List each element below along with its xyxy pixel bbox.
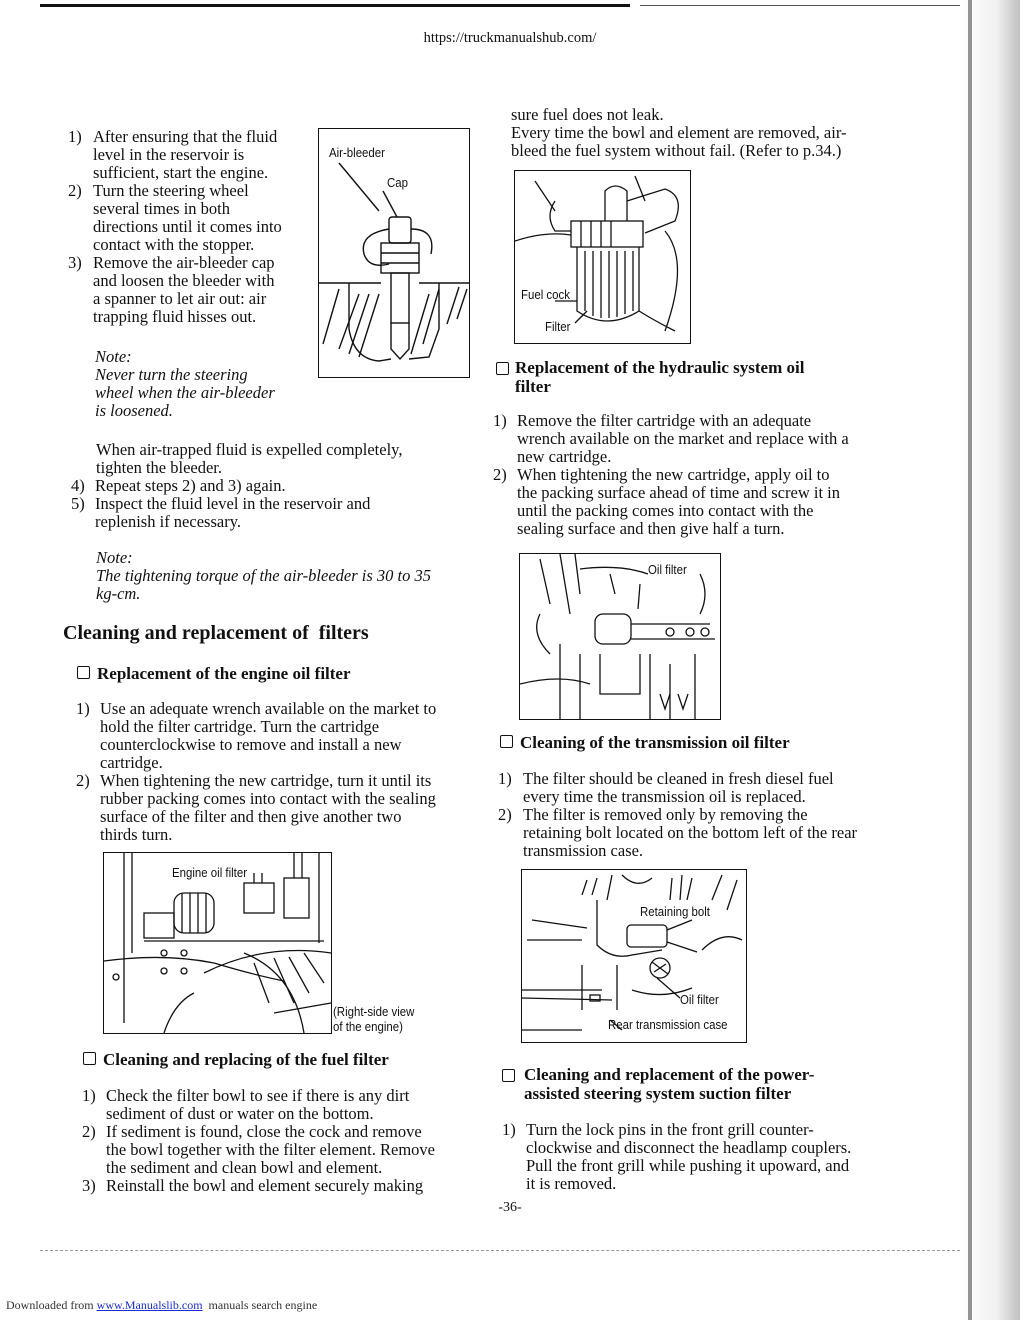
line: When air-trapped fluid is expelled completely, [96,440,403,459]
step-number: 5) [71,494,85,513]
line: wrench available on the market and replace with a [517,429,849,448]
list-item [68,128,318,182]
section-title: Cleaning and replacement of filters [63,622,369,644]
line: level in the reservoir is [93,145,245,164]
heading-hydraulic-oil-filter [496,358,804,396]
line: Inspect the fluid level in the reservoir and [95,494,371,513]
line: thirds turn. [100,825,173,844]
line: Every time the bowl and element are removed, air- [511,123,847,142]
list-item [76,772,496,844]
air-bleeder-drawing [319,129,469,377]
line: The filter should be cleaned in fresh diesel fuel [523,769,834,788]
list-item [71,477,491,495]
transmission-drawing [522,870,746,1042]
label-engine-oil-filter: Engine oil filter [172,865,248,880]
list-item [493,412,913,466]
heading-text: assisted steering system suction filter [524,1084,792,1103]
line: replenish if necessary. [95,512,241,531]
page-number: -36- [498,1200,522,1215]
heading-text: Replacement of the hydraulic system oil [515,358,805,377]
line: After ensuring that the fluid [93,127,278,146]
steps-hydraulic [493,412,913,538]
line: trapping fluid hisses out. [93,307,257,326]
line: contact with the stopper. [93,235,255,254]
line: transmission case. [523,841,644,860]
note-line: kg-cm. [96,584,141,603]
line: clockwise and disconnect the headlamp couplers. [526,1138,852,1157]
footer [6,1298,317,1313]
list-item [502,1121,922,1193]
checkbox-icon [77,666,90,679]
line: and loosen the bleeder with [93,271,275,290]
label-retaining-bolt: Retaining bolt [640,904,710,919]
line: bleed the fuel system without fail. (Refer to p.34.) [511,141,842,160]
step-number: 1) [82,1086,96,1105]
line: Reinstall the bowl and element securely making [106,1176,424,1195]
step-number: 2) [68,181,82,200]
figure-transmission-oil-filter [521,869,747,1043]
line: cartridge. [100,753,163,772]
heading-transmission-oil-filter [500,733,790,753]
footer-prefix: Downloaded from [6,1298,97,1312]
heading-power-steering-filter [502,1065,814,1103]
line: Use an adequate wrench available on the market to [100,699,437,718]
line: retaining bolt located on the bottom left of the rear [523,823,858,842]
note-line: is loosened. [95,401,173,420]
label-rear-transmission-case: Rear transmission case [608,1017,728,1032]
after-note-text [96,441,496,477]
label-fuel-cock: Fuel cock [521,287,570,302]
line: the bowl together with the filter element. Remove [106,1140,435,1159]
note-1 [95,348,325,420]
steps-power-steering [502,1121,922,1193]
line: Repeat steps 2) and 3) again. [95,476,286,495]
list-item [68,182,318,254]
line: The filter is removed only by removing the [523,805,808,824]
step-number: 2) [76,771,90,790]
label-oil-filter: Oil filter [648,562,687,577]
steps-airbleed-cont [71,477,491,531]
top-rule [40,4,630,7]
note-2 [96,549,496,603]
note-line: The tightening torque of the air-bleeder is 30 to 35 [96,566,431,585]
line: the packing surface ahead of time and screw it in [517,483,840,502]
footer-link[interactable]: www.Manualslib.com [96,1298,203,1312]
list-item [82,1177,502,1195]
step-number: 1) [68,127,82,146]
heading-fuel-filter [83,1050,389,1070]
hydraulic-drawing [520,554,720,719]
line: new cartridge. [517,447,612,466]
line: Turn the lock pins in the front grill counter- [526,1120,814,1139]
caption-line: of the engine) [333,1019,403,1034]
list-item [498,770,918,806]
checkbox-icon [496,362,509,375]
list-item [82,1123,502,1177]
note-line: wheel when the air-bleeder [95,383,275,402]
step-number: 2) [498,805,512,824]
line: Check the filter bowl to see if there is any dirt [106,1086,410,1105]
line: directions until it comes into [93,217,282,236]
engine-figure-caption [333,1004,414,1034]
top-rule-thin [640,5,960,6]
label-oil-filter: Oil filter [680,992,719,1007]
line: sure fuel does not leak. [511,105,664,124]
label-air-bleeder: Air-bleeder [329,145,385,160]
steps-airbleed [68,128,318,326]
line: it is removed. [526,1174,617,1193]
checkbox-icon [83,1052,96,1065]
list-item [82,1087,502,1123]
line: tighten the bleeder. [96,458,222,477]
steps-transmission [498,770,918,860]
line: If sediment is found, close the cock and remove [106,1122,422,1141]
figure-fuel-filter [514,170,691,344]
line: hold the filter cartridge. Turn the cartridge [100,717,380,736]
line: Turn the steering wheel [93,181,249,200]
step-number: 1) [498,769,512,788]
line: a spanner to let air out: air [93,289,267,308]
label-filter: Filter [545,319,571,334]
list-item [76,700,496,772]
fuel-filter-drawing [515,171,690,343]
note-title: Note: [96,548,133,567]
steps-engine-oil [76,700,496,844]
footer-suffix: manuals search engine [202,1298,318,1312]
line: sufficient, start the engine. [93,163,269,182]
heading-text: Cleaning of the transmission oil filter [520,733,790,752]
header-url[interactable]: https://truckmanualshub.com/ [423,30,597,46]
figure-engine-oil-filter [103,852,332,1034]
list-item [71,495,491,531]
step-number: 1) [76,699,90,718]
line: When tightening the new cartridge, turn it until its [100,771,432,790]
line: rubber packing comes into contact with the sealing [100,789,436,808]
step-number: 1) [502,1120,516,1139]
checkbox-icon [502,1069,515,1082]
line: every time the transmission oil is replaced. [523,787,806,806]
line: counterclockwise to remove and install a new [100,735,402,754]
note-line: Never turn the steering [95,365,248,384]
scan-edge [968,0,972,1320]
heading-text: filter [515,377,551,396]
line: several times in both [93,199,231,218]
step-number: 1) [493,411,507,430]
step-number: 2) [493,465,507,484]
line: sediment of dust or water on the bottom. [106,1104,374,1123]
step-number: 3) [68,253,82,272]
fuel-filter-continued [511,106,911,160]
heading-text: Cleaning and replacing of the fuel filter [103,1050,389,1069]
line: sealing surface and then give half a turn. [517,519,785,538]
figure-air-bleeder [318,128,470,378]
line: Remove the air-bleeder cap [93,253,275,272]
step-number: 4) [71,476,85,495]
line: surface of the filter and then give another two [100,807,402,826]
heading-text: Cleaning and replacement of the power- [524,1065,815,1084]
list-item [68,254,318,326]
line: When tightening the new cartridge, apply oil to [517,465,830,484]
checkbox-icon [500,735,513,748]
list-item [493,466,913,538]
list-item [498,806,918,860]
figure-hydraulic-oil-filter [519,553,721,720]
heading-text: Replacement of the engine oil filter [97,664,351,683]
engine-drawing [104,853,331,1033]
step-number: 3) [82,1176,96,1195]
scan-noise-line [40,1250,960,1252]
line: Remove the filter cartridge with an adequate [517,411,812,430]
step-number: 2) [82,1122,96,1141]
line: Pull the front grill while pushing it upoward, and [526,1156,850,1175]
note-title: Note: [95,347,132,366]
line: the sediment and clean bowl and element. [106,1158,383,1177]
label-cap: Cap [387,175,408,190]
heading-engine-oil-filter [77,664,351,684]
caption-line: (Right-side view [333,1004,415,1019]
steps-fuel-filter [82,1087,502,1195]
line: until the packing comes into contact with the [517,501,814,520]
